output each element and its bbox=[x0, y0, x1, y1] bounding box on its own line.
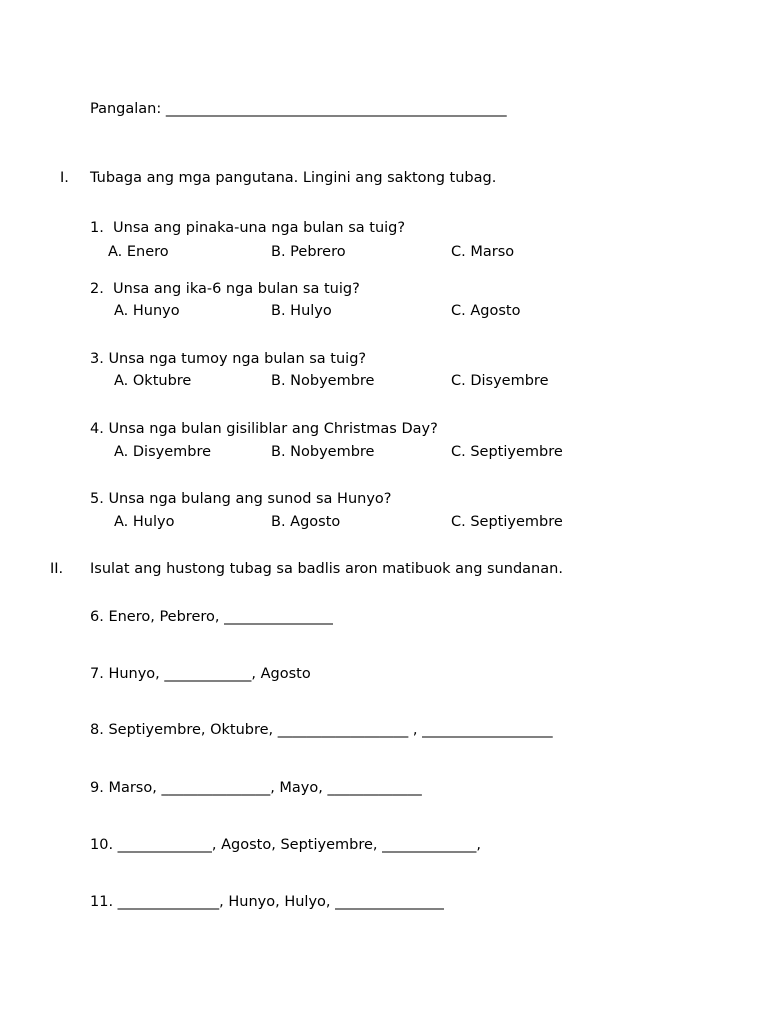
option-b: B. Nobyembre bbox=[271, 444, 375, 460]
option-a: A. Enero bbox=[108, 244, 169, 260]
option-a: A. Oktubre bbox=[114, 373, 192, 389]
option-c: C. Septiyembre bbox=[451, 514, 563, 530]
section-1-instruction: Tubaga ang mga pangutana. Lingini ang saktong tubag. bbox=[90, 170, 497, 186]
option-a: A. Disyembre bbox=[114, 444, 212, 460]
option-b: B. Pebrero bbox=[271, 244, 346, 260]
fill-item-9: 9. Marso, _______________, Mayo, _____________ bbox=[90, 780, 422, 796]
option-b: B. Hulyo bbox=[271, 303, 332, 319]
option-b: B. Nobyembre bbox=[271, 373, 375, 389]
fill-item-7: 7. Hunyo, ____________, Agosto bbox=[90, 666, 311, 682]
option-c: C. Disyembre bbox=[451, 373, 549, 389]
fill-item-8: 8. Septiyembre, Oktubre, __________________ , __________________ bbox=[90, 722, 553, 738]
section-2-instruction: Isulat ang hustong tubag sa badlis aron matibuok ang sundanan. bbox=[90, 561, 563, 577]
section-1-numeral: I. bbox=[60, 170, 69, 186]
question-text: 4. Unsa nga bulan gisiliblar ang Christmas Day? bbox=[90, 421, 438, 437]
question-text: 3. Unsa nga tumoy nga bulan sa tuig? bbox=[90, 351, 367, 367]
name-line: Pangalan: _______________________________________________ bbox=[90, 101, 507, 117]
option-a: A. Hunyo bbox=[114, 303, 180, 319]
fill-item-11: 11. ______________, Hunyo, Hulyo, _______________ bbox=[90, 894, 444, 910]
option-c: C. Septiyembre bbox=[451, 444, 563, 460]
option-c: C. Marso bbox=[451, 244, 515, 260]
option-a: A. Hulyo bbox=[114, 514, 175, 530]
option-b: B. Agosto bbox=[271, 514, 341, 530]
fill-item-10: 10. _____________, Agosto, Septiyembre, _____________, bbox=[90, 837, 481, 853]
question-text: 2. Unsa ang ika-6 nga bulan sa tuig? bbox=[90, 281, 360, 297]
option-c: C. Agosto bbox=[451, 303, 521, 319]
question-text: 5. Unsa nga bulang ang sunod sa Hunyo? bbox=[90, 491, 392, 507]
section-2-numeral: II. bbox=[50, 561, 64, 577]
question-text: 1. Unsa ang pinaka-una nga bulan sa tuig? bbox=[90, 220, 406, 236]
fill-item-6: 6. Enero, Pebrero, _______________ bbox=[90, 609, 333, 625]
